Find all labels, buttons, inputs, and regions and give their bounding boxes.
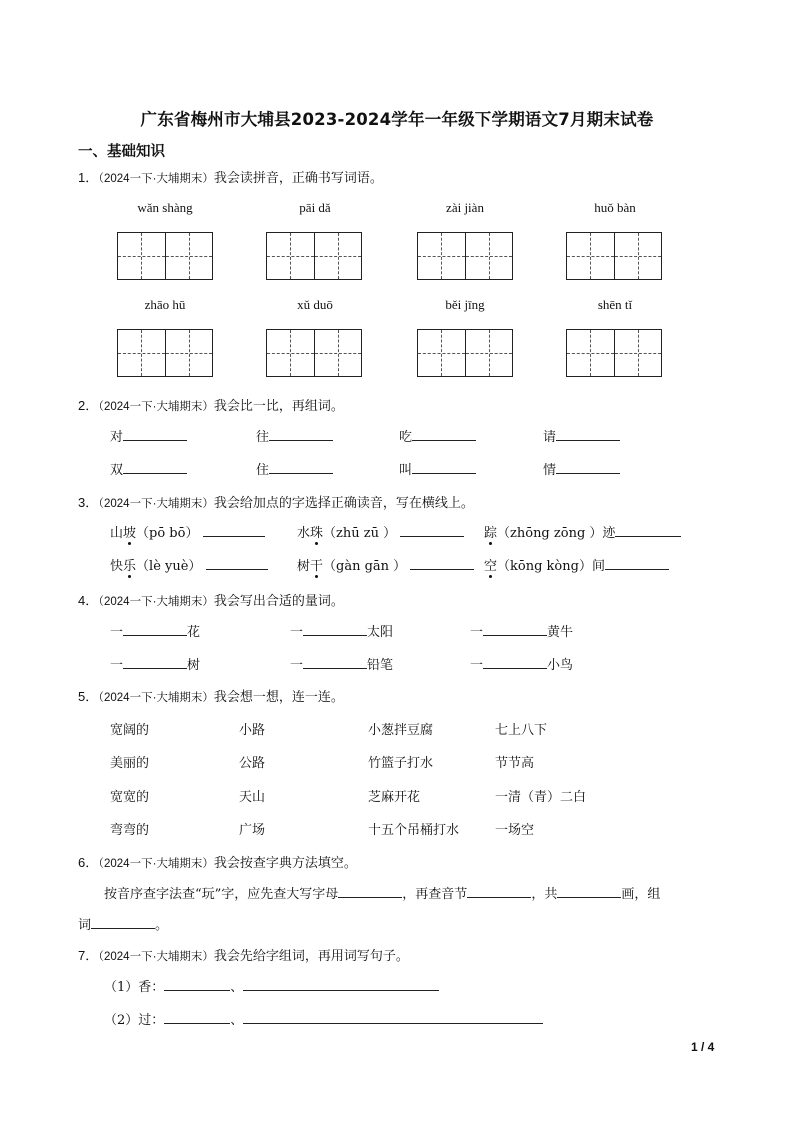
question-text: 我会给加点的字选择正确读音，写在横线上。 [213, 496, 474, 511]
answer-blank[interactable] [269, 460, 333, 474]
dotted-char: 乐 [123, 559, 137, 574]
source-tag: （2024一下·大埔期末） [98, 401, 214, 413]
section-heading: 一、基础知识 [78, 144, 165, 160]
measure-word-item: 一 铅笔 [290, 654, 393, 673]
match-word[interactable]: 宽宽的 [110, 790, 150, 805]
question-text: 我会写出合适的量词。 [213, 594, 344, 609]
pinyin-label: xǔ duō [297, 297, 333, 312]
question-number: 3． [78, 495, 99, 510]
question-1 [78, 167, 383, 186]
question-text: 我会按查字典方法填空。 [213, 856, 357, 871]
measure-word-item: 一 小鸟 [470, 654, 573, 673]
source-tag: （2024一下·大埔期末） [98, 596, 214, 608]
answer-blank[interactable] [123, 427, 187, 441]
pinyin-label: wǎn shàng [137, 200, 193, 215]
source-tag: （2024一下·大埔期末） [98, 498, 214, 510]
pronunciation-item: 空（kōng kòng）间 [484, 555, 669, 574]
answer-blank[interactable] [483, 622, 547, 636]
match-word[interactable]: 公路 [239, 756, 266, 771]
answer-blank[interactable] [338, 884, 402, 898]
match-word[interactable]: 节节高 [495, 756, 535, 771]
writing-grid[interactable] [417, 329, 513, 377]
question-text: 我会读拼音，正确书写词语。 [213, 171, 383, 186]
dotted-char: 空 [484, 559, 498, 574]
writing-grid[interactable] [566, 329, 662, 377]
source-tag: （2024一下·大埔期末） [98, 951, 214, 963]
dotted-char: 干 [310, 559, 324, 574]
question-3 [78, 492, 474, 511]
compare-item: 对 [110, 426, 187, 445]
answer-blank[interactable] [556, 427, 620, 441]
answer-blank[interactable] [400, 523, 464, 537]
source-tag: （2024一下·大埔期末） [98, 692, 214, 704]
match-word[interactable]: 美丽的 [110, 756, 150, 771]
question-number: 7． [78, 948, 99, 963]
measure-word-item: 一 树 [110, 654, 200, 673]
answer-blank[interactable] [410, 556, 474, 570]
match-word[interactable]: 天山 [239, 790, 266, 805]
compare-item: 住 [256, 459, 333, 478]
measure-word-item: 一 花 [110, 621, 200, 640]
compare-item: 往 [256, 426, 333, 445]
match-word[interactable]: 芝麻开花 [368, 790, 421, 805]
question-text: 我会想一想，连一连。 [213, 690, 344, 705]
writing-grid[interactable] [566, 232, 662, 280]
answer-blank[interactable] [164, 1010, 230, 1024]
writing-grid[interactable] [117, 329, 213, 377]
pinyin-label: pāi dǎ [299, 200, 331, 215]
question-7 [78, 945, 409, 964]
dictionary-paragraph-cont: 词 。 [78, 914, 168, 933]
question-number: 1． [78, 170, 99, 185]
match-word[interactable]: 一场空 [495, 823, 535, 838]
dotted-char: 坡 [123, 526, 137, 541]
pinyin-label: zài jiàn [446, 200, 484, 215]
compare-item: 情 [543, 459, 620, 478]
answer-blank[interactable] [303, 622, 367, 636]
answer-blank[interactable] [556, 460, 620, 474]
question-5 [78, 686, 344, 705]
answer-blank[interactable] [164, 977, 230, 991]
answer-blank[interactable] [303, 655, 367, 669]
answer-blank[interactable] [557, 884, 621, 898]
source-tag: （2024一下·大埔期末） [98, 173, 214, 185]
match-word[interactable]: 十五个吊桶打水 [368, 823, 460, 838]
pronunciation-item: 水珠（zhū zū ） [297, 522, 464, 541]
match-word[interactable]: 一清（青）二白 [495, 790, 587, 805]
page-title: 广东省梅州市大埔县2023-2024学年一年级下学期语文7月期末试卷 [140, 110, 654, 129]
answer-blank[interactable] [123, 460, 187, 474]
match-word[interactable]: 小葱拌豆腐 [368, 723, 434, 738]
question-text: 我会先给字组词，再用词写句子。 [213, 949, 409, 964]
answer-blank[interactable] [615, 523, 681, 537]
question-number: 6． [78, 855, 99, 870]
pinyin-label: běi jīng [445, 297, 485, 312]
answer-blank[interactable] [467, 884, 531, 898]
match-word[interactable]: 七上八下 [495, 723, 548, 738]
sentence-item: （1）香： 、 [104, 976, 439, 995]
answer-blank[interactable] [91, 915, 155, 929]
answer-blank[interactable] [203, 523, 265, 537]
dotted-char: 踪 [484, 526, 498, 541]
writing-grid[interactable] [117, 232, 213, 280]
match-word[interactable]: 宽阔的 [110, 723, 150, 738]
pinyin-label: shēn tǐ [597, 297, 633, 312]
answer-blank[interactable] [243, 1010, 543, 1024]
measure-word-item: 一 太阳 [290, 621, 393, 640]
question-text: 我会比一比，再组词。 [213, 399, 344, 414]
pronunciation-item: 快乐（lè yuè） [110, 555, 268, 574]
answer-blank[interactable] [243, 977, 439, 991]
answer-blank[interactable] [412, 460, 476, 474]
dictionary-paragraph: 按音序查字法查“玩”字，应先查大写字母 ，再查音节 ，共 画，组 [104, 883, 660, 902]
answer-blank[interactable] [206, 556, 268, 570]
answer-blank[interactable] [483, 655, 547, 669]
question-number: 2． [78, 398, 99, 413]
compare-item: 双 [110, 459, 187, 478]
question-4 [78, 590, 344, 609]
writing-grid[interactable] [266, 329, 362, 377]
match-word[interactable]: 弯弯的 [110, 823, 150, 838]
compare-item: 叫 [399, 459, 476, 478]
question-2 [78, 395, 344, 414]
answer-blank[interactable] [123, 655, 187, 669]
match-word[interactable]: 小路 [239, 723, 266, 738]
question-6 [78, 852, 357, 871]
compare-item: 请 [543, 426, 620, 445]
answer-blank[interactable] [269, 427, 333, 441]
question-number: 4． [78, 593, 99, 608]
writing-grid[interactable] [266, 232, 362, 280]
pinyin-label: zhāo hū [144, 297, 186, 312]
answer-blank[interactable] [123, 622, 187, 636]
question-number: 5． [78, 689, 99, 704]
pronunciation-item: 踪（zhōng zōng ）迹 [484, 522, 681, 541]
match-word[interactable]: 广场 [239, 823, 266, 838]
compare-item: 吃 [399, 426, 476, 445]
answer-blank[interactable] [412, 427, 476, 441]
sentence-item: （2）过： 、 [104, 1009, 543, 1028]
match-word[interactable]: 竹篮子打水 [368, 756, 434, 771]
answer-blank[interactable] [605, 556, 669, 570]
pronunciation-item: 山坡（pō bō） [110, 522, 265, 541]
measure-word-item: 一 黄牛 [470, 621, 573, 640]
pinyin-label: huǒ bàn [594, 200, 636, 215]
pronunciation-item: 树干（gàn gān ） [297, 555, 474, 574]
dotted-char: 珠 [310, 526, 324, 541]
source-tag: （2024一下·大埔期末） [98, 858, 214, 870]
writing-grid[interactable] [417, 232, 513, 280]
page-number: 1 / 4 [691, 1040, 715, 1054]
